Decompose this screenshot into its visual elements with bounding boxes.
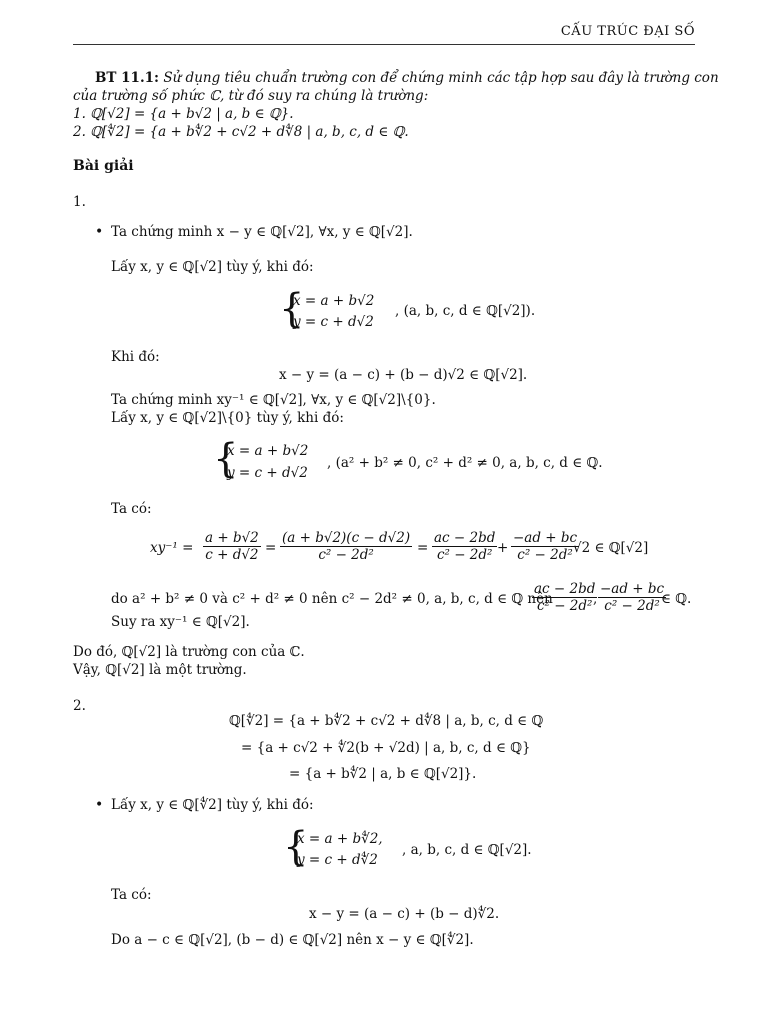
p1-bullet-text: Ta chứng minh x − y ∈ ℚ[√2], ∀x, y ∈ ℚ[√2]. bbox=[111, 224, 413, 240]
p1-take2: Lấy x, y ∈ ℚ[√2]\{0} tùy ý, khi đó: bbox=[111, 410, 344, 426]
p1-then: Khi đó: bbox=[111, 349, 160, 365]
p2-eq-line2: = {a + c√2 + ∜2(b + √2d) | a, b, c, d ∈ ℚ} bbox=[241, 740, 531, 756]
eq-fraction-2 bbox=[280, 530, 412, 563]
eq-equals-1: = bbox=[265, 540, 277, 556]
p2-eq-line1: ℚ[∜2] = {a + b∜2 + c√2 + d∜8 | a, b, c, d ∈ ℚ bbox=[229, 713, 544, 729]
p1-take: Lấy x, y ∈ ℚ[√2] tùy ý, khi đó: bbox=[111, 259, 314, 275]
eq-f4-den: c² − 2d² bbox=[517, 547, 573, 563]
left-brace-icon: { bbox=[213, 436, 239, 482]
p1-conclusion-2: Vậy, ℚ[√2] là một trường. bbox=[73, 662, 247, 678]
cond-text: do a² + b² ≠ 0 và c² + d² ≠ 0 nên c² − 2d² ≠ 0, a, b, c, d ∈ ℚ nên bbox=[111, 591, 553, 607]
left-brace-icon: { bbox=[283, 824, 309, 870]
p2-sys-cond: , a, b, c, d ∈ ℚ[√2]. bbox=[402, 842, 532, 858]
eq-f2-num: (a + b√2)(c − d√2) bbox=[282, 530, 411, 546]
bullet-icon: • bbox=[95, 797, 104, 813]
cond-fraction-2 bbox=[598, 581, 666, 614]
exercise-item-1: 1. ℚ[√2] = {a + b√2 | a, b ∈ ℚ}. bbox=[73, 106, 294, 122]
exercise-label: BT 11.1: bbox=[95, 70, 160, 86]
eq-fraction-1 bbox=[203, 530, 261, 563]
eq-f1-den: c + d√2 bbox=[205, 547, 259, 563]
eq-f4-num: −ad + bc bbox=[513, 530, 578, 546]
eq-tail: √2 ∈ ℚ[√2] bbox=[573, 540, 649, 556]
p2-taco: Ta có: bbox=[111, 887, 152, 903]
cond-fraction-1 bbox=[532, 581, 597, 614]
cond-comma: , bbox=[593, 591, 598, 607]
header-rule bbox=[73, 44, 695, 45]
cond-f2-den: c² − 2d² bbox=[604, 598, 660, 614]
part2-label: 2. bbox=[73, 698, 86, 714]
exercise-statement-line1 bbox=[95, 70, 719, 86]
p2-diff: x − y = (a − c) + (b − d)∜2. bbox=[309, 906, 500, 922]
eq-f1-num: a + b√2 bbox=[205, 530, 259, 546]
p1-sys2-y: y = c + d√2 bbox=[227, 465, 308, 481]
eq-f2-den: c² − 2d² bbox=[318, 547, 374, 563]
eq-lhs: xy⁻¹ = bbox=[150, 540, 194, 556]
p2-sys-x: x = a + b∜2, bbox=[297, 831, 383, 847]
p1-taco: Ta có: bbox=[111, 501, 152, 517]
cond-f2-num: −ad + bc bbox=[600, 581, 665, 597]
p2-sys-y: y = c + d∜2 bbox=[297, 852, 378, 868]
solution-title: Bài giải bbox=[73, 158, 134, 174]
eq-f3-den: c² − 2d² bbox=[436, 547, 493, 563]
p1-conclusion-1: Do đó, ℚ[√2] là trường con của ℂ. bbox=[73, 644, 305, 660]
bullet-icon: • bbox=[95, 224, 104, 240]
exercise-item-2: 2. ℚ[∜2] = {a + b∜2 + c√2 + d∜8 | a, b, c, d ∈ ℚ. bbox=[73, 124, 409, 140]
p2-eq-line3: = {a + b∜2 | a, b ∈ ℚ[√2]}. bbox=[289, 766, 477, 782]
p1-prove-inv: Ta chứng minh xy⁻¹ ∈ ℚ[√2], ∀x, y ∈ ℚ[√2]\{0}. bbox=[111, 392, 436, 408]
p1-sys-cond: , (a, b, c, d ∈ ℚ[√2]). bbox=[395, 303, 536, 319]
left-brace-icon: { bbox=[279, 286, 305, 332]
eq-f3-num: ac − 2bd bbox=[434, 530, 496, 546]
p2-bullet-text: Lấy x, y ∈ ℚ[∜2] tùy ý, khi đó: bbox=[111, 797, 314, 813]
p1-sys2-cond: , (a² + b² ≠ 0, c² + d² ≠ 0, a, b, c, d ∈ ℚ. bbox=[327, 455, 603, 471]
cond-tail: ∈ ℚ. bbox=[661, 591, 692, 607]
eq-equals-2: = bbox=[417, 540, 429, 556]
running-header: CẤU TRÚC ĐẠI SỐ bbox=[560, 24, 695, 39]
p1-sys-x: x = a + b√2 bbox=[293, 293, 375, 309]
p1-suy-ra: Suy ra xy⁻¹ ∈ ℚ[√2]. bbox=[111, 614, 250, 630]
eq-plus: + bbox=[497, 540, 509, 556]
part1-label: 1. bbox=[73, 194, 86, 210]
cond-f1-den: c² − 2d² bbox=[536, 598, 593, 614]
eq-fraction-4 bbox=[511, 530, 579, 563]
eq-fraction-3 bbox=[432, 530, 497, 563]
p1-diff: x − y = (a − c) + (b − d)√2 ∈ ℚ[√2]. bbox=[279, 367, 528, 383]
cond-f1-num: ac − 2bd bbox=[534, 581, 596, 597]
exercise-text-2: của trường số phức ℂ, từ đó suy ra chúng là trường: bbox=[73, 88, 429, 104]
p1-sys-y: y = c + d√2 bbox=[293, 314, 374, 330]
exercise-text-1: Sử dụng tiêu chuẩn trường con để chứng minh các tập hợp sau đây là trường con bbox=[163, 70, 719, 86]
p2-do: Do a − c ∈ ℚ[√2], (b − d) ∈ ℚ[√2] nên x − y ∈ ℚ[∜2]. bbox=[111, 932, 474, 948]
p1-sys2-x: x = a + b√2 bbox=[227, 443, 309, 459]
